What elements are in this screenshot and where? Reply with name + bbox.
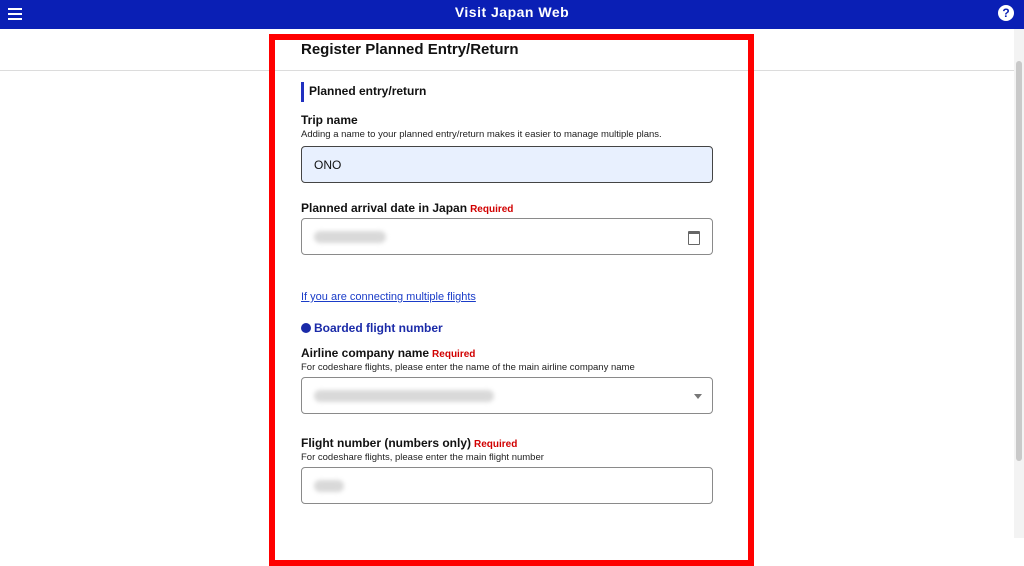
scrollbar-thumb[interactable] — [1016, 61, 1022, 461]
arrival-date-label — [301, 201, 513, 215]
scrollbar[interactable] — [1014, 29, 1024, 538]
arrival-date-label-text: Planned arrival date in Japan — [301, 201, 468, 215]
airline-label — [301, 346, 475, 360]
chevron-down-icon — [694, 394, 702, 399]
required-badge: Required — [474, 439, 518, 450]
airline-hint: For codeshare flights, please enter the name of the main airline company name — [301, 362, 635, 373]
arrival-date-input[interactable] — [301, 218, 713, 255]
required-badge: Required — [470, 204, 514, 215]
app-title: Visit Japan Web — [454, 4, 570, 20]
required-badge: Required — [432, 349, 476, 360]
flight-number-input[interactable] — [301, 467, 713, 504]
flight-number-hint: For codeshare flights, please enter the main flight number — [301, 452, 544, 463]
calendar-icon[interactable] — [688, 231, 700, 245]
airline-select[interactable] — [301, 377, 713, 414]
bullet-icon — [301, 323, 311, 333]
airline-label-text: Airline company name — [301, 346, 430, 360]
top-bar — [0, 0, 1024, 29]
trip-name-input[interactable] — [301, 146, 713, 183]
flight-section-title — [301, 321, 443, 335]
trip-name-label: Trip name — [301, 113, 358, 127]
flight-number-label-text: Flight number (numbers only) — [301, 436, 471, 450]
help-icon[interactable]: ? — [998, 5, 1014, 21]
flight-number-label — [301, 436, 517, 450]
trip-name-value: ONO — [314, 158, 342, 172]
redacted-airline — [314, 390, 494, 402]
section-title: Planned entry/return — [301, 82, 426, 102]
page-title: Register Planned Entry/Return — [301, 41, 519, 58]
redacted-flight-number — [314, 480, 344, 492]
flight-section-text: Boarded flight number — [314, 321, 443, 335]
trip-name-hint: Adding a name to your planned entry/return makes it easier to manage multiple plans. — [301, 129, 662, 140]
redacted-date — [314, 231, 386, 243]
connecting-flights-link[interactable]: If you are connecting multiple flights — [301, 291, 476, 303]
